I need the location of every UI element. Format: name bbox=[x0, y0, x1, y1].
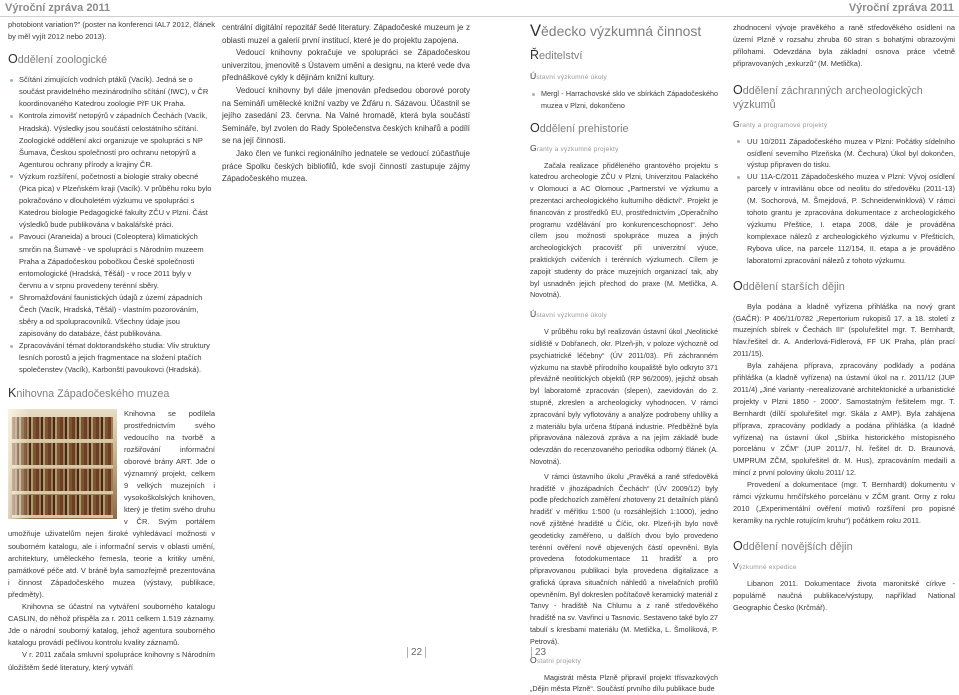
subheading-grants: Granty a programové projekty bbox=[733, 118, 828, 129]
subheading-expeditions: Výzkumné expedice bbox=[733, 560, 797, 571]
section-heading-directorate: Ředitelství bbox=[530, 48, 583, 62]
history-paragraph: Provedení a dokumentace (mgr. T. Bernhardt) dokumentu v rámci výzkumu hrnčířského porcelánu v ZČM grant. Orny z roku 2010 („Experimentální ověření motivů rozšíření pro popisné keramiky na rychle rotujícím kruhu“) počátkem roku 2011. bbox=[733, 480, 955, 525]
library-paragraph: Vedoucí knihovny byl dále jmenován předsedou oborové poroty na Semináři umělecké knižní vazby ve Žďáru n. Sázavou. Účastnil se jejího zasedání 23. června. Na Valné hromadě, která byla součástí Semináře, byl zvolen do Rady Společenstva českých knihařů a podílí se na její činnosti. bbox=[222, 85, 470, 146]
window-light bbox=[8, 409, 30, 519]
library-paragraph: V r. 2011 začala smluvní spolupráce knihovny s Národním úložištěm šedé literatury, který vytváří bbox=[8, 650, 215, 672]
library-paragraph: Jako člen ve funkci regionálního jednatele se vedoucí zúčastňuje práce Spolku českých bibliofilů, kde svojí činností zastupuje zájmy Západočeského muzea. bbox=[222, 148, 470, 184]
other-project-paragraph: zhodnocení vývoje pravěkého a raně středověkého osídlení na území Plzně v rozsahu zhruba 60 stran s bohatými obrazovými přílohami. Odevzdána byla základní osnova práce včetně připravovaných „exkurzů“ (M. Metlička). bbox=[733, 23, 955, 68]
history-paragraph: Byla zahájena příprava, zpracovány podklady a podána přihláška (a kladně vyřízena) na ústavní úkol na r. 2011/12 (JUP 2011/4) „Jiné varianty -nerealizované architektonické a urbanistické projekty v Plzni 1850 - 2000“. Samostatným řešitelem mgr. T. Bernhardt (dílčí spoluřešitel mgr. Skála z AMP). Byla zahájena příprava, zpracovány podklady a podána přihláška (a kladně vyřízena) na ústavní úkol „Sbírka historického místopisného porcelánu v ZČM“ (JUP 2011/7, hl. řešitel dr. D. Braunová, UMPRUM ZČM, spoluřešitel dr. M. Hus), zpracováním medailí a mincí z první poloviny úkolu 2011/ 12. bbox=[733, 361, 955, 478]
subheading-other-projects: Ostatní projekty bbox=[530, 654, 581, 665]
list-item: Mergl - Harrachovské sklo ve sbírkách Západočeského muzea v Plzni, dokončeno bbox=[530, 88, 718, 112]
library-paragraph: Knihovna se účastní na vytváření souborného katalogu CASLIN, do něhož přispěla za r. 2011 celkem 1.519 záznamy. Jde o národní souborný katalog, jehož agentura souborného katalogu provádí pečlivou kontrolu kvality záznamů. bbox=[8, 602, 215, 648]
section-heading-modern-history: Oddělení novějších dějin bbox=[733, 538, 853, 553]
page-number-right: 23 bbox=[531, 647, 549, 658]
directorate-list bbox=[530, 88, 718, 112]
library-paragraph: Knihovna se podílela prostřednictvím svého vedoucího na tvorbě a rozšiřování informační oborové brány ART. Jde o významný projekt, celkem 9 velkých muzejních i vysokoškolských knihoven, který je třetím svého druhu v ČR. Svým portálem umožňuje uživatelům nejen široké vyhledávací možnosti v souborném katalogu, ale i informační servis v oblasti umění, architektury, uměleckého řemesla, teorie a kritiky umění, památkové péče atd. V bráně byla samozřejmě prezentována i činnost Západočeského muzea (výstavy, publikace, předměty). bbox=[8, 408, 215, 599]
left-page-column-1 bbox=[8, 19, 215, 672]
task-paragraph: V rámci ústavního úkolu „Pravěká a raně středověká hradiště v jihozápadních Čechách“ (ÚV 2009/12) byly podle předchozích zaměření zhotoveny 21 detailních plánů hradišť v měřítku 1:500 (u rozsáhlejších 1:1000), jedno nově zjištěné hradiště u Číčic, okr. Plzeň-jih bylo nově geodeticky zaměřeno, u dalších dvou bylo provedeno terénní ověření nově objevených částí opevnění. Byla provedena fotodokumentace 11 hradišť a pro připravovanou publikaci byla provedena digitalizace a grafická úprava situačních náhledů a nivelačních profilů opevněním. Byl dokreslen počítačově keramický materiál z Tanvy - hradiště Na Chlumu a z raně středověkého hradiště na sv. Vavřinci u Tasnovic. Sestaveno také bylo 27 tabulí s kresbami materiálu (M. Metlička, L. Šmolíková, P. Petrová). bbox=[530, 471, 718, 646]
section-heading-older-history: Oddělení starších dějin bbox=[733, 278, 845, 293]
chapter-title: Vědecko výzkumná činnost bbox=[530, 22, 702, 40]
list-item: UU 11A-C/2011 Západočeského muzea v Plzni: Vývoj osídlení parcely v intravilánu obce od neolitu do středověku (2011-13) (M. Sochorová, M. Šmejdová, P. Schneiderwinklová) V rámci tohoto grantu je zpracována dokumentace z archeologického výzkumu Přeštice, I. etapa 2008, dále je prováděna komplexace nálezů z archeologického výzkumu v Přešticích, Rybova ulice, na parcele 112/154, II. etapa a je prováděno laboratorní zpracování nálezů z tohoto výzkumu. bbox=[733, 171, 955, 266]
section-heading-zoology: Oddělení zoologické bbox=[8, 52, 108, 67]
left-page-column-2 bbox=[222, 22, 470, 352]
library-section bbox=[8, 408, 215, 674]
subheading-grants: Granty a výzkumné projekty bbox=[530, 142, 619, 153]
report-header-right: Výroční zpráva 2011 bbox=[848, 2, 954, 14]
right-page-column-2 bbox=[733, 22, 955, 650]
library-photo bbox=[8, 409, 117, 519]
history-paragraph: Byla podána a kladně vyřízena přihláška na nový grant (GAČR): P 406/11/0782 „Repertorium rukopisů 17. a 18. století z muzejních sbírek v Čechách III“ (spoluřešitel mgr. T. Bernhardt, hlav.řešitel dr. A. Anderlová-Fidlerová, FF UK Praha, plán prací 2011/15). bbox=[733, 301, 955, 359]
list-item: UU 10/2011 Západočeského muzea v Plzni: Počátky sídelního osídlení severního Plzeňska (M. Čechura) Úkol byl dokončen, výstup připraven do tisku. bbox=[733, 136, 955, 172]
page-number-left: 22 bbox=[407, 647, 426, 658]
subheading-institutional-tasks: Ústavní výzkumné úkoly bbox=[530, 71, 607, 81]
rescue-list bbox=[733, 136, 955, 267]
section-heading-library: Knihovna Západočeského muzea bbox=[8, 385, 170, 400]
zoology-list bbox=[8, 74, 215, 376]
library-paragraph: Vedoucí knihovny pokračuje ve spolupráci se Západočeskou univerzitou, jmenovitě s Ústavem umění a designu, na které vede dva přednáškové cykly k dějinám knižní kultury. bbox=[222, 48, 470, 83]
list-item: Kontrola zimovišť netopýrů v západních Čechách (Vacík, Hradská). Výsledky jsou součástí celostátního sčítání. Zoologické oddělení akci organizuje ve spolupráci s NP Šumava, Českou společností pro ochranu netopýrů a Agenturou ochrany přírody a krajiny ČR. bbox=[8, 110, 215, 170]
subheading-institutional-tasks: Ústavní výzkumné úkoly bbox=[530, 309, 607, 320]
list-item: Zpracovávání témat doktorandského studia: Vliv struktury lesních porostů a jejich fragmentace na složení ptačích společenstev (Vacík), Karbonští pavoukovci (Hradská). bbox=[8, 340, 215, 376]
grant-paragraph: Začala realizace přiděleného grantového projektu s katedrou archeologie ZČU v Plzni, Univerzitou Palackého v Olomouci a AC Olomouc „Partnerství ve výzkumu a prezentaci archeologického kulturního dědictví“. Projekt je financován z prostředků EU, prostřednictvím „Operačního programu vzdělávání pro konkurenceschopnost“. Jeho cílem jsou možnosti spolupráce muzea a jiných archeologických pracovišť při univerzitní výuce, praktických cvičeních i terénních výzkumech. Cílem je zapojit studenty do práce muzejních organizací tak, aby byl usnadněn jejich přechod do praxe (M. Metlička, A. Novotná). bbox=[530, 160, 718, 300]
task-paragraph: V průběhu roku byl realizován ústavní úkol „Neolitické sídliště v Dobřanech, okr. Plzeň-jih, v poloze výchozně od psychiatrické léčebny“ (ÚV 2011/03). Při záchranném výzkumu na stavbě přírodního koupaliště bylo odkryto 371 převážně neolitických objektů (RP 96/2009), jejichž obsah byl laboratorně zpracován (slepen), zaevidován do 2. stupně, zkreslen a archeologicky vyhodnocen. V rámci zpracování byly vyflotovány a analýze podrobeny uhlíky a z materiálu byla určena štípaná industrie. Předběžně byla připravována nálezová zpráva a na jejím základě bude odevzdán do recenzovaného periodika odborný článek (A. Novotná). bbox=[530, 327, 718, 466]
list-item: Výzkum rozšíření, početnosti a biologie straky obecné (Pica pica) v Plzeňském kraji (Vacík). V průběhu roku bylo pokračováno v dlouholetém výzkumu ve spolupráci s Katedrou biologie Pedagogické fakulty ZČU v Plzni. Část výsledků bude publikována v bakalářské práci. bbox=[8, 171, 215, 231]
list-item: Sčítání zimujících vodních ptáků (Vacík). Jedná se o součást pravidelného mezinárodního sčítání (IWC), v ČR koordinovaného Katedrou zoologie PřF UK Praha. bbox=[8, 74, 215, 110]
header-divider bbox=[0, 16, 959, 17]
other-project-paragraph: Magistrát města Plzně připravil projekt třísvazkových „Dějin města Plzně“. Součástí prvního dílu publikace bude bbox=[530, 672, 718, 694]
report-header-left: Výroční zpráva 2011 bbox=[5, 2, 111, 14]
section-heading-rescue-archaeology: Oddělení záchranných archeologických výzkumů bbox=[733, 82, 923, 111]
list-item: Shromažďování faunistických údajů z území západních Čech (Vacík, Hradská, Těšál) - vlastním pozorováním, sběry a od spolupracovníků. Všechny údaje jsou zapisovány do databáze, část publikována. bbox=[8, 292, 215, 340]
expedition-paragraph: Libanon 2011. Dokumentace života maronitské církve - populárně naučná publikace/výstupy, například National Geographic Česko (Krčmář). bbox=[733, 578, 955, 612]
section-heading-prehistory: Oddělení prehistorie bbox=[530, 120, 629, 135]
intro-text: photobiont variation?" (poster na konferenci IAL7 2012, článek by měl vyjít 2012 nebo 2013). bbox=[8, 20, 215, 42]
list-item: Pavouci (Araneida) a brouci (Coleoptera) klimatických smrčin na Šumavě - ve spolupráci s Národním muzeem Praha a Západočeskou pobočkou České společnosti entomologické (Hradská, Těšál) - v roce 2011 byly v červnu a v srpnu provedeny terénní sběry. bbox=[8, 231, 215, 291]
library-paragraph: centrální digitální repozitář šedé literatury. Západočeské muzeum je z oblasti muzeí a galerií první institucí, které je do projektu zapojena. bbox=[222, 23, 470, 45]
